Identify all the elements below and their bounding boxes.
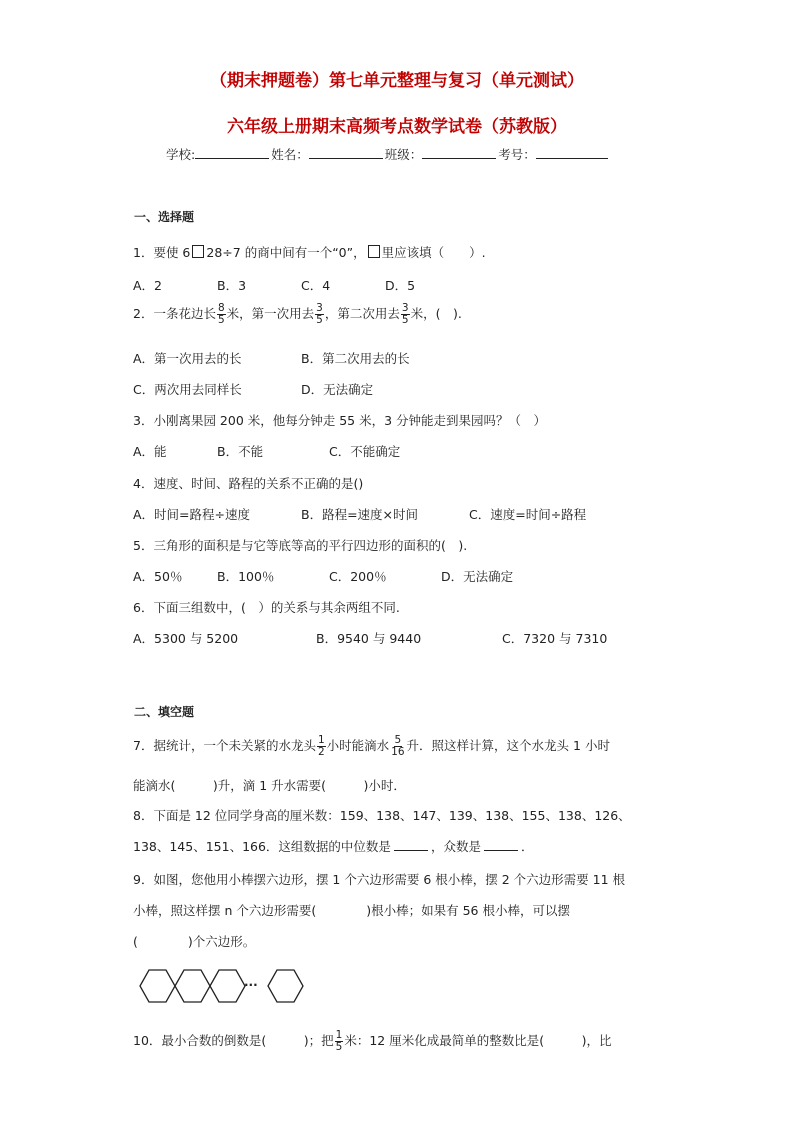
question-9-line3: ( )个六边形。 xyxy=(133,934,256,949)
hexagon xyxy=(210,970,245,1002)
section-choice-title: 一、选择题 xyxy=(134,210,195,224)
question-7: 7．据统计，一个未关紧的水龙头 $\frac{1}{2}$ 小时能滴水 $\frac{5}{16}$ 升．照这样计算，这个水龙头 1 小时 xyxy=(133,734,610,758)
option[interactable]: B．100％ xyxy=(217,569,275,584)
fraction: $\frac{5}{16}$ xyxy=(391,734,405,758)
option[interactable]: D．5 xyxy=(385,278,416,293)
name-blank[interactable] xyxy=(309,146,383,159)
hexagon xyxy=(175,970,210,1002)
exam-no-label: 考号： xyxy=(498,147,536,162)
option[interactable]: C．4 xyxy=(301,278,331,293)
ellipsis: ··· xyxy=(244,978,258,992)
option[interactable]: B．第二次用去的长 xyxy=(301,351,410,366)
option[interactable]: C．7320 与 7310 xyxy=(502,631,608,646)
option[interactable]: A．能 xyxy=(133,444,167,459)
option[interactable]: A．第一次用去的长 xyxy=(133,351,242,366)
school-label: 学校: xyxy=(166,147,196,162)
section-fill-title: 二、填空题 xyxy=(134,705,195,719)
question-8-line2: 138、145、151、166．这组数据的中位数是 ，众数是 ． xyxy=(133,839,534,854)
question-5-options xyxy=(133,567,513,585)
exam-title: （期末押题卷）第七单元整理与复习（单元测试） xyxy=(210,71,584,91)
fraction: $\frac{3}{5}$ xyxy=(316,302,323,326)
hexagon-figure xyxy=(138,966,308,1006)
question-4: 4．速度、时间、路程的关系不正确的是() xyxy=(133,476,364,491)
fraction: $\frac{8}{5}$ xyxy=(217,302,225,326)
question-6-options xyxy=(133,629,607,647)
question-2-options-row2 xyxy=(133,380,373,398)
hexagon xyxy=(140,970,175,1002)
option[interactable]: A．2 xyxy=(133,278,163,293)
answer-blank[interactable] xyxy=(484,839,518,851)
question-9: 9．如图，您他用小棒摆六边形，摆 1 个六边形需要 6 根小棒，摆 2 个六边形需要 11 根 xyxy=(133,872,626,887)
hexagon xyxy=(268,970,303,1002)
question-4-options xyxy=(133,505,586,523)
option[interactable]: D．无法确定 xyxy=(301,382,374,397)
question-1: 1．要使 6 28÷7 的商中间有一个“0”， 里应该填（ ）. xyxy=(133,245,486,260)
question-3: 3．小刚离果园 200 米，他每分钟走 55 米，3 分钟能走到果园吗？（ ） xyxy=(133,413,547,428)
option[interactable]: B．路程=速度×时间 xyxy=(301,507,419,522)
question-8: 8．下面是 12 位同学身高的厘米数：159、138、147、139、138、155、138、126、 xyxy=(133,808,631,823)
option[interactable]: D．无法确定 xyxy=(441,569,514,584)
fraction: $\frac{1}{5}$ xyxy=(335,1029,343,1053)
question-10: 10．最小合数的倒数是( )；把 $\frac{1}{5}$ 米：12 厘米化成最简单的整数比是( )，比 xyxy=(133,1029,612,1053)
option[interactable]: B．9540 与 9440 xyxy=(316,631,422,646)
option[interactable]: A．5300 与 5200 xyxy=(133,631,239,646)
option[interactable]: B．不能 xyxy=(217,444,264,459)
option[interactable]: A．50％ xyxy=(133,569,183,584)
blank-box xyxy=(192,245,204,258)
class-blank[interactable] xyxy=(422,146,496,159)
exam-no-blank[interactable] xyxy=(536,146,608,159)
blank-box xyxy=(368,245,380,258)
question-9-line2: 小棒，照这样摆 n 个六边形需要( )根小棒；如果有 56 根小棒，可以摆 xyxy=(133,903,570,918)
option[interactable]: B．3 xyxy=(217,278,247,293)
school-blank[interactable] xyxy=(195,146,269,159)
option[interactable]: A．时间=路程÷速度 xyxy=(133,507,250,522)
question-1-options xyxy=(133,276,415,294)
question-6: 6．下面三组数中，( ）的关系与其余两组不同. xyxy=(133,600,400,615)
class-label: 班级： xyxy=(384,147,423,162)
answer-blank[interactable] xyxy=(394,839,428,851)
option[interactable]: C．不能确定 xyxy=(329,444,401,459)
fraction: $\frac{3}{5}$ xyxy=(401,302,409,326)
option[interactable]: C．两次用去同样长 xyxy=(133,382,242,397)
question-5: 5．三角形的面积是与它等底等高的平行四边形的面积的( ). xyxy=(133,538,468,553)
name-label: 姓名： xyxy=(271,147,309,162)
fraction: $\frac{1}{2}$ xyxy=(317,734,325,758)
student-info-line xyxy=(166,145,610,163)
question-7-line2: 能滴水( )升，滴 1 升水需要( )小时． xyxy=(133,778,406,793)
question-3-options xyxy=(133,442,400,460)
question-2: 2．一条花边长 $\frac{8}{5}$ 米，第一次用去 $\frac{3}{5}$ ，第二次用去 $\frac{3}{5}$ 米，( ). xyxy=(133,302,462,326)
option[interactable]: C．200％ xyxy=(329,569,387,584)
question-2-options-row1 xyxy=(133,349,410,367)
option[interactable]: C．速度=时间÷路程 xyxy=(469,507,587,522)
exam-subtitle: 六年级上册期末高频考点数学试卷（苏教版） xyxy=(227,117,567,137)
